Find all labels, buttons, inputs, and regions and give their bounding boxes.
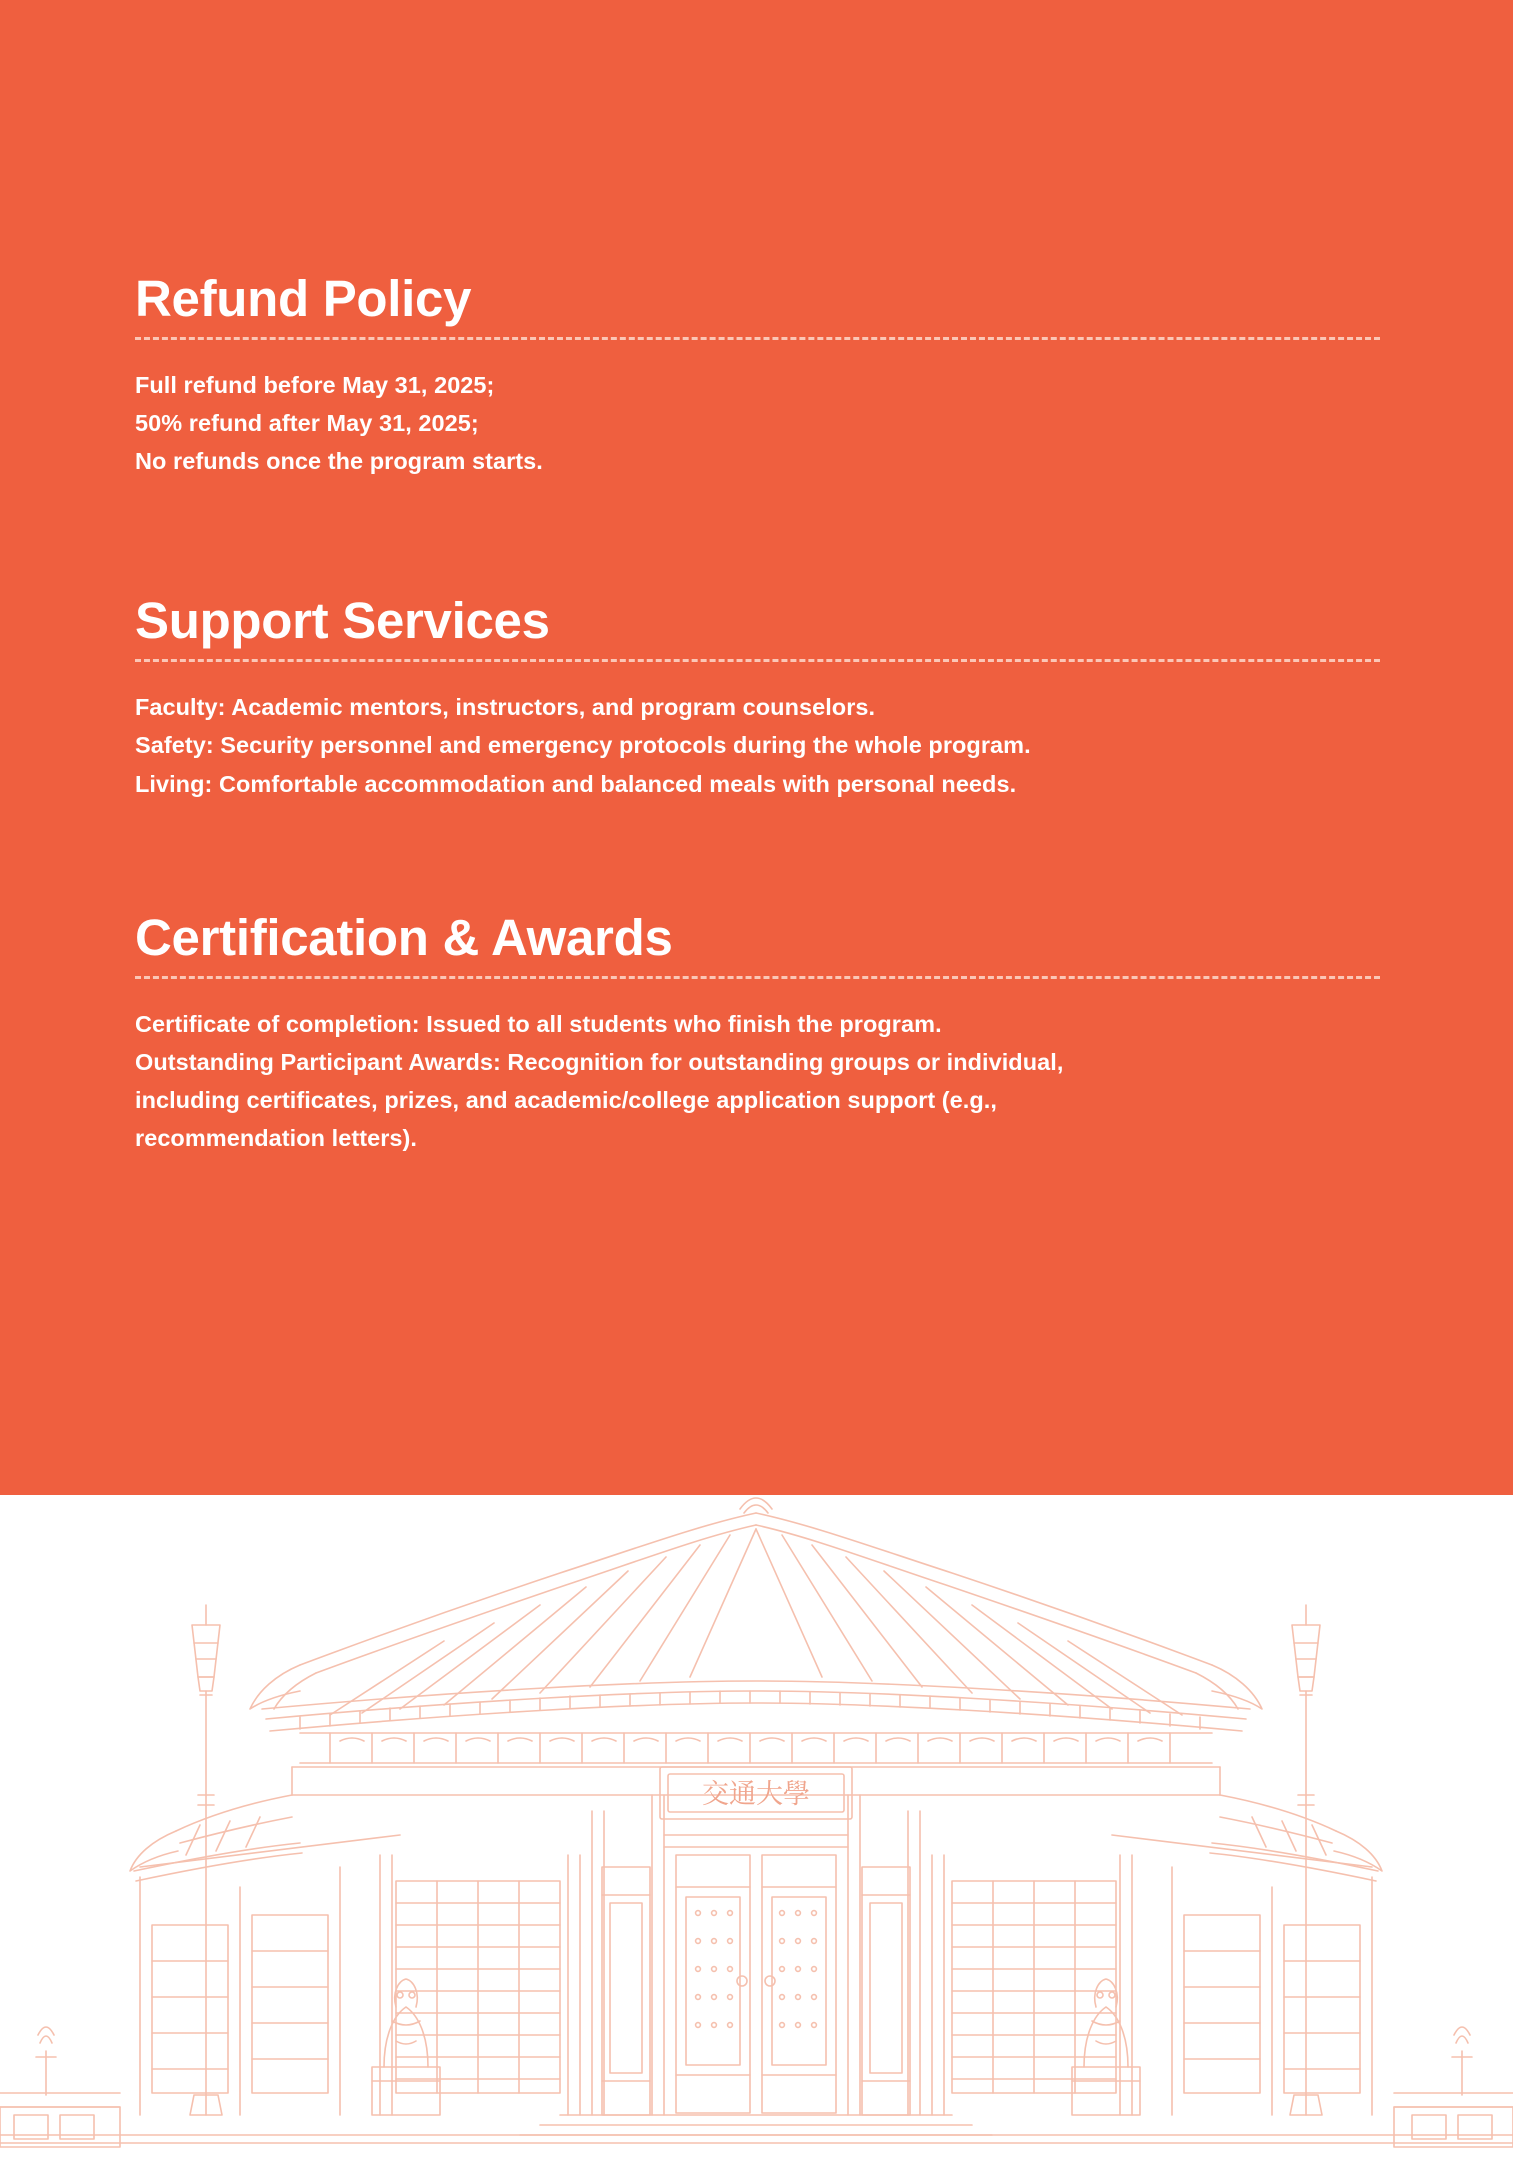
section-title: Certification & Awards	[135, 908, 673, 966]
section-title: Support Services	[135, 592, 550, 650]
section-body	[135, 366, 1385, 480]
section-title: Refund Policy	[135, 270, 472, 327]
balustrade-post-right	[1452, 2027, 1472, 2095]
guardian-lion-left	[372, 1979, 440, 2115]
body-line: Certificate of completion: Issued to all students who finish the program.	[135, 1010, 942, 1037]
section-spacer	[135, 480, 1385, 592]
section-body	[135, 688, 1385, 802]
body-line: Full refund before May 31, 2025;	[135, 372, 495, 399]
section-divider	[135, 659, 1380, 662]
gate-illustration	[0, 1495, 1513, 2177]
body-line: Outstanding Participant Awards: Recognition for outstanding groups or individual,	[135, 1048, 1064, 1075]
content-column	[135, 270, 1385, 1157]
balustrade-post-left	[36, 2027, 56, 2095]
body-line: recommendation letters).	[135, 1124, 417, 1151]
body-line: Safety: Security personnel and emergency protocols during the whole program.	[135, 732, 1031, 759]
section-divider	[135, 337, 1380, 340]
section-body	[135, 1005, 1385, 1157]
section-divider	[135, 976, 1380, 979]
body-line: including certificates, prizes, and academic/college application support (e.g.,	[135, 1086, 997, 1113]
section-support-services	[135, 592, 1385, 802]
body-line: Living: Comfortable accommodation and balanced meals with personal needs.	[135, 770, 1017, 797]
body-line: 50% refund after May 31, 2025;	[135, 410, 479, 437]
guardian-lion-right	[1072, 1979, 1140, 2115]
section-refund-policy	[135, 270, 1385, 480]
university-gate-line-art	[0, 1495, 1513, 2177]
section-spacer	[135, 803, 1385, 909]
body-line: Faculty: Academic mentors, instructors, and program counselors.	[135, 694, 876, 721]
gate-plaque-text: 交通大學	[702, 1779, 810, 1809]
body-line: No refunds once the program starts.	[135, 448, 543, 475]
section-certification-awards	[135, 909, 1385, 1157]
